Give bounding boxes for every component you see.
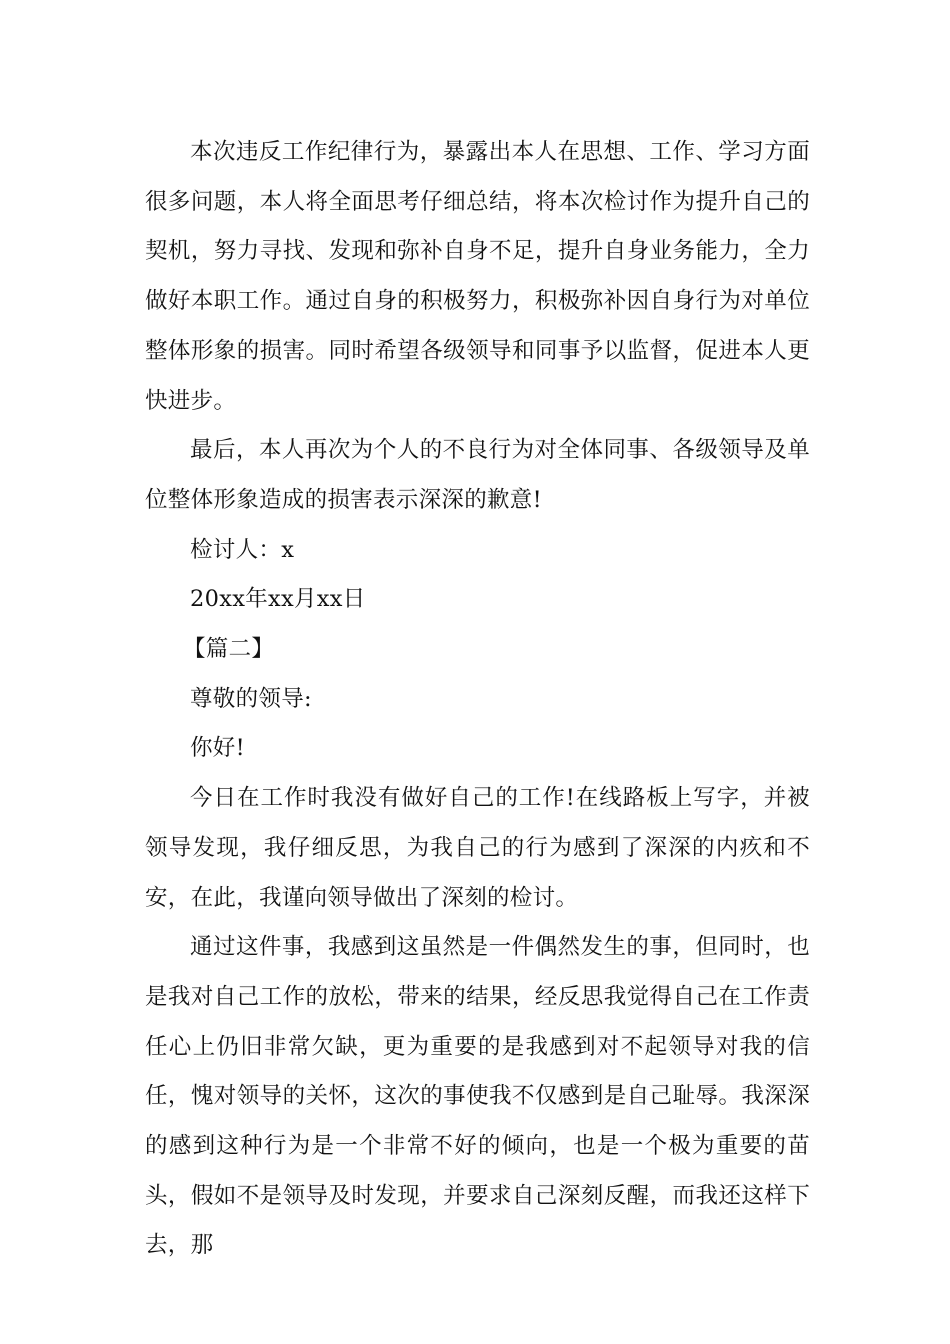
paragraph-apology: 最后，本人再次为个人的不良行为对全体同事、各级领导及单位整体形象造成的损害表示深深的歉意! [145, 437, 810, 513]
signer-line: 检讨人：x [190, 536, 295, 563]
section-heading: 【篇二】 [183, 636, 275, 663]
paragraph-realization: 通过这件事，我感到这虽然是一件偶然发生的事，但同时，也是我对自己工作的放松，带来的结果，经反思我觉得自己在工作责任心上仍旧非常欠缺，更为重要的是我感到对不起领导对我的信任，愧对领导的关怀，这次的事使我不仅感到是自己耻辱。我深深的感到这种行为是一个非常不好的倾向，也是一个极为重要的苗头，假如不是领导及时发现，并要求自己深刻反醒，而我还这样下去，那 [145, 934, 810, 1259]
date-line: 20xx年xx月xx日 [190, 586, 366, 613]
document-body [145, 128, 810, 1271]
salutation-line: 尊敬的领导: [190, 685, 312, 712]
greeting-line: 你好! [190, 735, 245, 762]
paragraph-incident: 今日在工作时我没有做好自己的工作!在线路板上写字，并被领导发现，我仔细反思，为我自己的行为感到了深深的内疚和不安，在此，我谨向领导做出了深刻的检讨。 [145, 785, 810, 911]
paragraph-reflection: 本次违反工作纪律行为，暴露出本人在思想、工作、学习方面很多问题，本人将全面思考仔细总结，将本次检讨作为提升自己的契机，努力寻找、发现和弥补自身不足，提升自身业务能力，全力做好本职工作。通过自身的积极努力，积极弥补因自身行为对单位整体形象的损害。同时希望各级领导和同事予以监督，促进本人更快进步。 [145, 139, 810, 414]
